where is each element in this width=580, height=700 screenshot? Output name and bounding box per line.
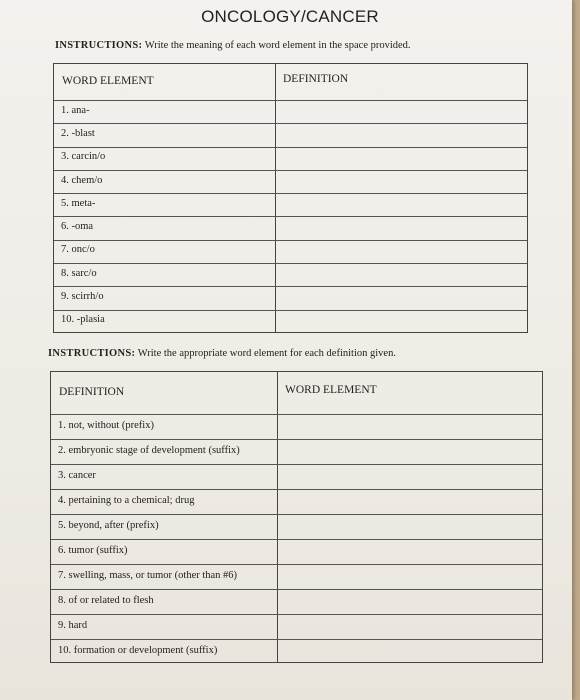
word-element-row [54,100,527,124]
definition-item-label: 7. swelling, mass, or tumor (other than #6) [58,569,238,581]
section1-instructions-text: Write the meaning of each word element in the space provided. [144,40,411,51]
word-element-item-label: 3. carcin/o [61,151,106,163]
word-element-item-label: 2. -blast [61,127,95,139]
definition-item-label: 6. tumor (suffix) [58,544,128,556]
word-element-item-label: 6. -oma [61,221,94,233]
word-element-item-label: 4. chem/o [61,174,103,186]
section2-instructions-text: Write the appropriate word element for each definition given. [137,348,396,359]
definition-row [51,614,542,640]
word-element-row [54,286,527,310]
word-element-item-label: 8. sarc/o [61,267,97,279]
definition-item-label: 10. formation or development (suffix) [58,644,218,656]
definition-item-label: 8. of or related to flesh [58,594,154,606]
word-element-answer-cell[interactable] [275,286,527,309]
word-element-row [54,240,527,264]
definition-item-label: 9. hard [58,619,88,631]
definition-answer-cell[interactable] [277,589,542,614]
definition-row [51,539,542,565]
word-element-answer-cell[interactable] [275,147,527,170]
definition-answer-cell[interactable] [277,564,542,589]
definition-answer-cell[interactable] [277,439,542,464]
definition-answer-cell[interactable] [277,464,542,489]
word-element-item-label: 7. onc/o [61,244,95,256]
definition-answer-cell[interactable] [277,489,542,514]
section2-instructions [48,348,396,359]
definition-row [51,489,542,515]
word-element-answer-cell[interactable] [275,240,527,263]
word-element-row [54,263,527,287]
definition-item-label: 5. beyond, after (prefix) [58,519,159,531]
word-element-answer-cell[interactable] [275,217,527,240]
word-element-header-col2: DEFINITION [283,73,349,85]
definition-row [51,564,542,590]
word-element-table [53,63,528,333]
word-element-item-label: 10. -plasia [61,314,105,326]
definition-row [51,464,542,490]
word-element-row [54,170,527,194]
word-element-answer-cell[interactable] [275,170,527,193]
word-element-answer-cell[interactable] [275,100,527,123]
definition-header-col1: DEFINITION [59,386,125,398]
word-element-answer-cell[interactable] [275,310,527,333]
definition-item-label: 1. not, without (prefix) [58,419,154,431]
word-element-item-label: 9. scirrh/o [61,291,104,303]
word-element-row [54,123,527,147]
word-element-item-label: 1. ana- [61,104,90,116]
definition-header-row [51,372,542,415]
word-element-row [54,217,527,241]
definition-item-label: 4. pertaining to a chemical; drug [58,494,195,506]
definition-answer-cell[interactable] [277,539,542,564]
definition-row [51,589,542,615]
section1-instructions-label: INSTRUCTIONS: [55,40,143,51]
definition-item-label: 2. embryonic stage of development (suffix) [58,444,240,456]
definition-answer-cell[interactable] [277,614,542,639]
definition-table [50,371,543,663]
definition-answer-cell[interactable] [277,414,542,439]
definition-row [51,639,542,664]
word-element-item-label: 5. meta- [61,197,96,209]
word-element-row [54,310,527,333]
definition-row [51,414,542,440]
definition-answer-cell[interactable] [277,639,542,664]
word-element-answer-cell[interactable] [275,193,527,216]
definition-item-label: 3. cancer [58,469,96,481]
section2-instructions-label: INSTRUCTIONS: [48,348,136,359]
definition-answer-cell[interactable] [277,514,542,539]
definition-row [51,439,542,465]
word-element-header-col1: WORD ELEMENT [62,75,154,87]
definition-header-col2: WORD ELEMENT [285,384,377,396]
word-element-row [54,193,527,217]
word-element-answer-cell[interactable] [275,123,527,146]
word-element-answer-cell[interactable] [275,263,527,286]
page-title: ONCOLOGY/CANCER [201,7,379,26]
word-element-row [54,147,527,171]
definition-row [51,514,542,540]
word-element-header-row [54,64,527,101]
section1-instructions [55,40,411,51]
